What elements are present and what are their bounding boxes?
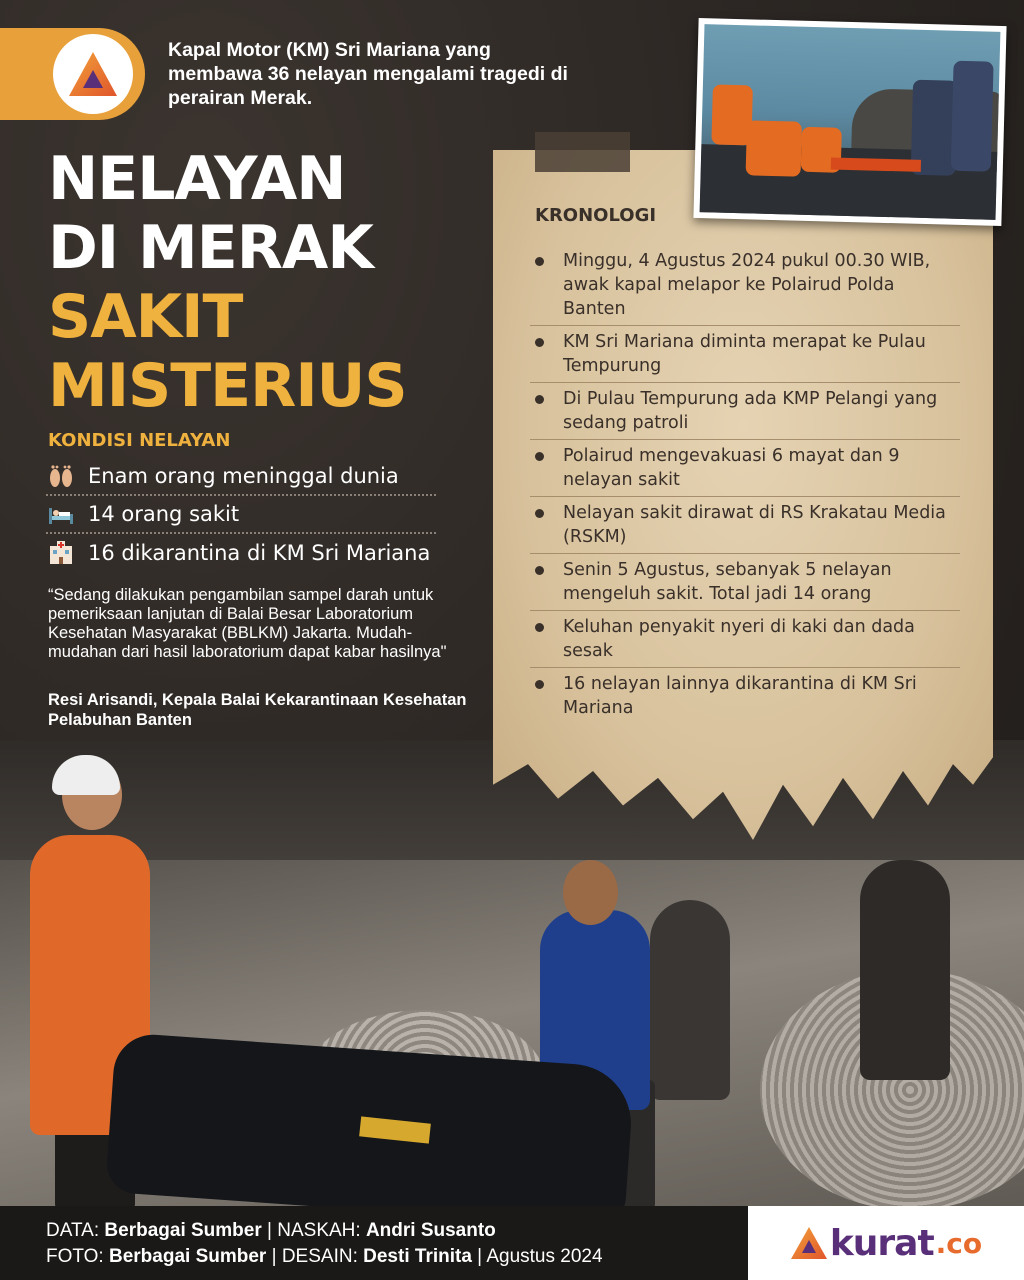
foto-label: FOTO: — [46, 1246, 104, 1267]
list-item — [46, 534, 436, 572]
akurat-brand[interactable] — [748, 1206, 1024, 1280]
bullet-icon — [535, 623, 544, 632]
headline-line: NELAYAN — [48, 144, 346, 214]
background-person — [860, 860, 950, 1080]
list-item — [530, 383, 960, 440]
feet-icon — [46, 463, 76, 489]
list-item — [530, 668, 960, 724]
bullet-icon — [535, 338, 544, 347]
desain-label: DESAIN: — [281, 1246, 358, 1267]
separator: | — [271, 1246, 277, 1267]
quote-text: “Sedang dilakukan pengambilan sampel darah untuk pemeriksaan lanjutan di Balai Besar Laboratorium Kesehatan Masyarakat (BBLKM) Jakarta. Mudah-mudahan dari hasil laboratorium dapat kabar hasilnya" — [48, 586, 447, 661]
naskah-value: Andri Susanto — [365, 1220, 496, 1241]
stretcher — [831, 158, 921, 172]
kondisi-title: KONDISI NELAYAN — [48, 430, 231, 451]
rescue-photo-image — [700, 24, 1001, 220]
kondisi-list — [46, 458, 436, 572]
list-item — [46, 458, 436, 496]
naskah-label: NASKAH: — [277, 1220, 361, 1241]
credits-line — [46, 1218, 603, 1244]
headline-line: DI MERAK — [48, 213, 373, 283]
list-item — [530, 611, 960, 668]
kondisi-text: 16 dikarantina di KM Sri Mariana — [88, 541, 431, 565]
list-item — [530, 440, 960, 497]
list-item — [530, 245, 960, 326]
hospital-bed-icon — [46, 501, 76, 527]
helmet — [52, 755, 120, 795]
credits — [46, 1218, 603, 1270]
bullet-icon — [535, 680, 544, 689]
kronologi-list — [530, 245, 960, 724]
kondisi-text: Enam orang meninggal dunia — [88, 464, 399, 488]
separator: | — [477, 1246, 483, 1267]
kronologi-text: Senin 5 Agustus, sebanyak 5 nelayan mengeluh sakit. Total jadi 14 orang — [563, 560, 892, 604]
data-value: Berbagai Sumber — [104, 1220, 262, 1241]
life-vest-person — [746, 120, 802, 176]
kronologi-text: Keluhan penyakit nyeri di kaki dan dada sesak — [563, 617, 915, 661]
kondisi-text: 14 orang sakit — [88, 502, 240, 526]
list-item — [530, 554, 960, 611]
quote-source: Resi Arisandi, Kepala Balai Kekarantinaan Kesehatan Pelabuhan Banten — [48, 691, 467, 729]
headline — [48, 145, 488, 421]
navy-person — [951, 61, 994, 172]
headline-line: SAKIT — [48, 282, 243, 352]
kronologi-text: Polairud mengevakuasi 6 mayat dan 9 nelayan sakit — [563, 446, 900, 490]
background-person — [650, 900, 730, 1100]
bullet-icon — [535, 452, 544, 461]
brand-suffix: .co — [935, 1226, 983, 1260]
bullet-icon — [535, 509, 544, 518]
list-item — [46, 496, 436, 534]
kronologi-text: 16 nelayan lainnya dikarantina di KM Sri Mariana — [563, 674, 917, 718]
headline-line: MISTERIUS — [48, 351, 407, 421]
kronologi-text: Di Pulau Tempurung ada KMP Pelangi yang sedang patroli — [563, 389, 938, 433]
list-item — [530, 326, 960, 383]
rescue-photo — [693, 18, 1006, 226]
hospital-icon — [46, 540, 76, 566]
bullet-icon — [535, 395, 544, 404]
kronologi-text: KM Sri Mariana diminta merapat ke Pulau Tempurung — [563, 332, 926, 376]
subtitle: Kapal Motor (KM) Sri Mariana yang membawa 36 nelayan mengalami tragedi di perairan Merak. — [168, 39, 568, 109]
foto-value: Berbagai Sumber — [109, 1246, 267, 1267]
brand-name: kurat — [829, 1222, 934, 1264]
date: Agustus 2024 — [486, 1246, 603, 1267]
list-item — [530, 497, 960, 554]
separator: | — [267, 1220, 272, 1241]
kronologi-text: Nelayan sakit dirawat di RS Krakatau Media (RSKM) — [563, 503, 946, 547]
desain-value: Desti Trinita — [363, 1246, 472, 1267]
tape — [535, 132, 630, 172]
kronologi-text: Minggu, 4 Agustus 2024 pukul 00.30 WIB, awak kapal melapor ke Polairud Polda Banten — [563, 251, 931, 319]
akurat-a-logo-icon — [53, 34, 133, 114]
bullet-icon — [535, 566, 544, 575]
bullet-icon — [535, 257, 544, 266]
akurat-a-icon — [790, 1226, 828, 1260]
data-label: DATA: — [46, 1220, 100, 1241]
kronologi-title: KRONOLOGI — [535, 205, 657, 226]
man-head — [563, 860, 618, 925]
credits-line — [46, 1244, 603, 1270]
